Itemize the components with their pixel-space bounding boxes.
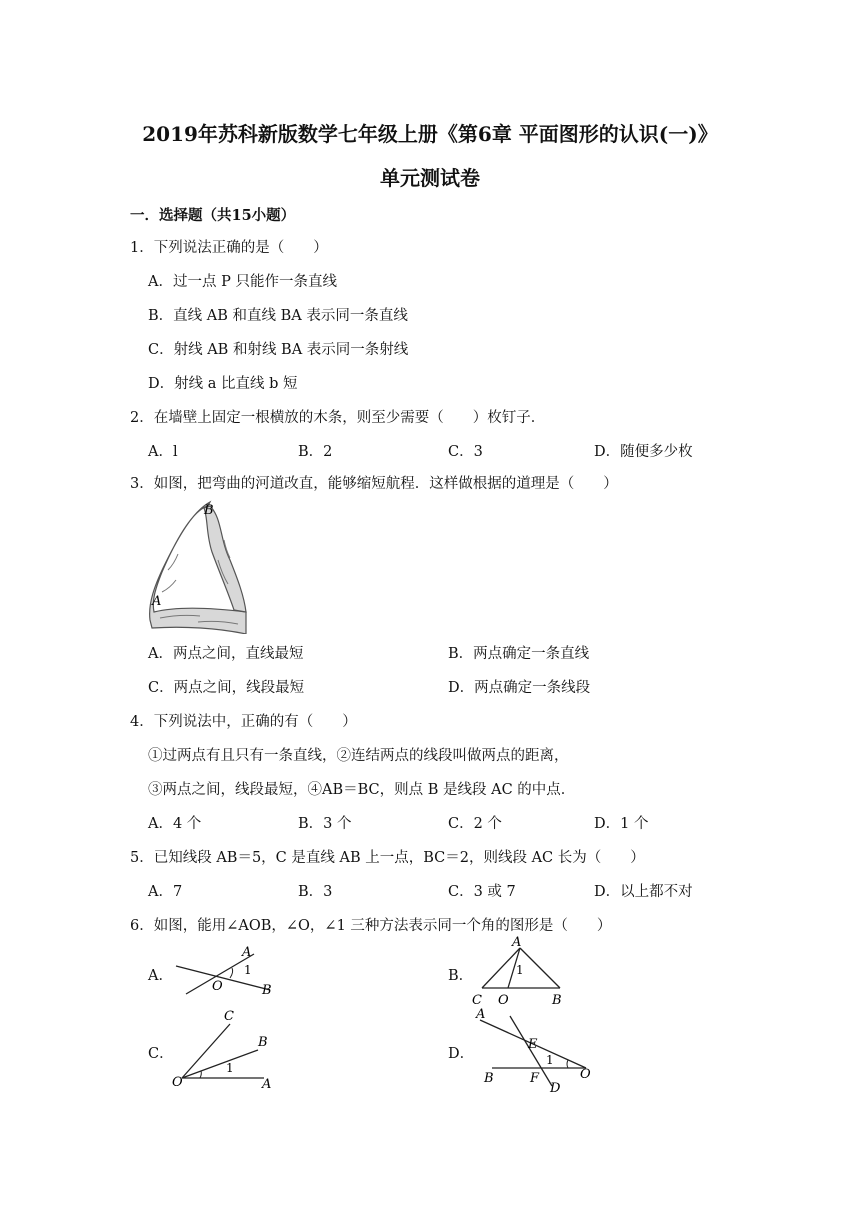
q1-option-b: B．直线 AB 和直线 BA 表示同一条直线 [148,308,408,324]
q6-option-d: D． [448,1046,475,1062]
fig-d-label-a: A [476,1007,486,1022]
fig-c-label-a: A [262,1077,272,1092]
fig-d-label-1: 1 [546,1053,554,1067]
q6-figure-d [470,1004,600,1096]
q5-stem: 5．已知线段 AB＝5，C 是直线 AB 上一点，BC＝2，则线段 AC 长为（ ） [130,850,645,866]
fig-d-label-e: E [528,1037,538,1052]
section-heading: 一．选择题（共15小题） [130,207,296,224]
fig-c-label-c: C [224,1009,234,1024]
title-line-1: 2019年苏科新版数学七年级上册《第6章 平面图形的认识(一)》 [142,122,718,146]
q1-option-c: C．射线 AB 和射线 BA 表示同一条射线 [148,342,409,358]
q1-stem: 1．下列说法正确的是（ ） [130,240,328,256]
fig-d-label-o: O [580,1067,591,1082]
fig-d-label-b: B [484,1071,494,1086]
q2-stem: 2．在墙壁上固定一根横放的木条，则至少需要（ ）枚钉子． [130,410,546,426]
q4-option-c: C．2 个 [448,816,502,832]
q6-figure-a [170,940,280,998]
fig-d-label-f: F [530,1071,540,1086]
q6-stem: 6．如图，能用∠AOB，∠O，∠1 三种方法表示同一个角的图形是（ ） [130,918,612,934]
q5-option-a: A．7 [148,884,183,900]
fig-c-label-1: 1 [226,1061,234,1075]
river-figure [148,500,248,634]
q6-option-a: A． [148,968,173,984]
fig-b-label-a: A [512,935,522,950]
river-label-a: A [152,594,162,609]
q2-option-a: A．l [148,444,178,460]
q4-option-a: A．4 个 [148,816,202,832]
q4-statement-2: ③两点之间，线段最短，④AB＝BC，则点 B 是线段 AC 的中点． [148,782,576,798]
fig-a-label-b: B [262,983,272,998]
q5-option-d: D．以上都不对 [594,884,693,900]
fig-a-label-o: O [212,979,223,994]
q6-option-c: C． [148,1046,174,1062]
q6-figure-c [170,1006,280,1094]
q4-stem: 4．下列说法中，正确的有（ ） [130,714,357,730]
fig-a-label-1: 1 [244,963,252,977]
q4-option-b: B．3 个 [298,816,352,832]
q6-figure-b [468,934,578,1006]
q5-option-b: B．3 [298,884,333,900]
fig-a-label-a: A [242,945,252,960]
fig-b-label-1: 1 [516,963,524,977]
q3-option-a: A．两点之间，直线最短 [148,646,304,662]
fig-b-label-c: C [472,993,482,1006]
q2-option-b: B．2 [298,444,333,460]
q3-option-c: C．两点之间，线段最短 [148,680,305,696]
q1-option-a: A．过一点 P 只能作一条直线 [148,274,337,290]
q4-option-d: D．1 个 [594,816,649,832]
river-label-b: B [204,503,214,518]
fig-d-label-d: D [550,1081,561,1096]
q2-option-d: D．随便多少枚 [594,444,693,460]
q5-option-c: C．3 或 7 [448,884,516,900]
q2-option-c: C．3 [448,444,483,460]
fig-c-label-b: B [258,1035,268,1050]
fig-b-label-o: O [498,993,509,1006]
q3-stem: 3．如图，把弯曲的河道改直，能够缩短航程．这样做根据的道理是（ ） [130,476,618,492]
q6-option-b: B． [448,968,474,984]
fig-b-label-b: B [552,993,562,1006]
q3-option-d: D．两点确定一条线段 [448,680,591,696]
q3-option-b: B．两点确定一条直线 [448,646,590,662]
q1-option-d: D．射线 a 比直线 b 短 [148,376,298,392]
title-line-2: 单元测试卷 [380,166,480,190]
q4-statement-1: ①过两点有且只有一条直线，②连结两点的线段叫做两点的距离， [148,748,569,764]
fig-c-label-o: O [172,1075,183,1090]
